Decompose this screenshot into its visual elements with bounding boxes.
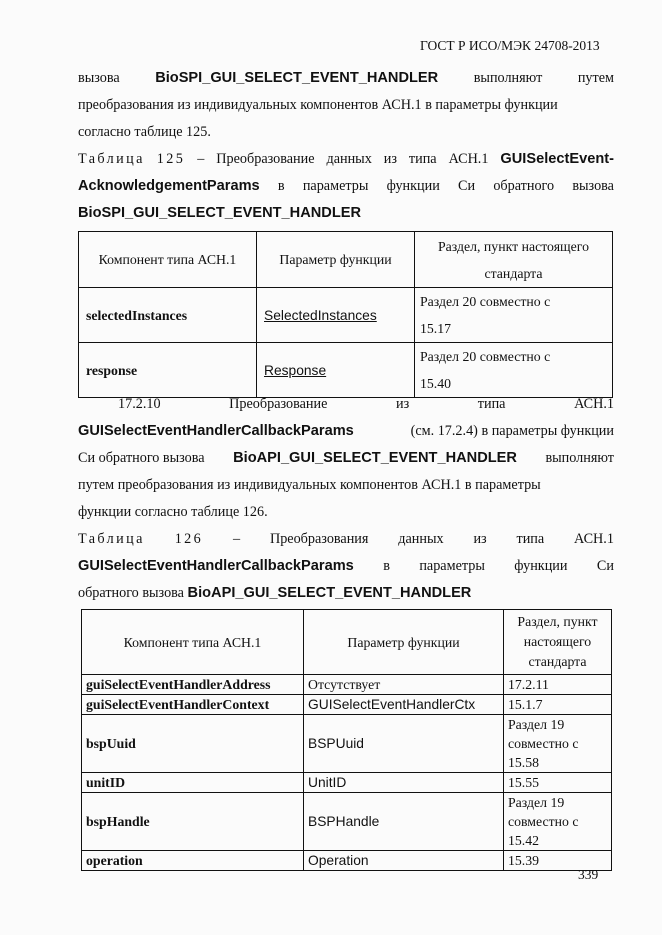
para2-line4: путем преобразования из индивидуальных компонентов АСН.1 в параметры [78, 477, 541, 493]
section-cell [504, 793, 612, 851]
para2-line3 [78, 445, 614, 472]
word: выполняют [545, 450, 614, 466]
table-125 [78, 231, 613, 398]
component-cell: operation [82, 851, 304, 871]
word: данных [326, 151, 372, 167]
component-cell: unitID [82, 773, 304, 793]
type-name: GUISelectEventHandlerCallbackParams [78, 558, 354, 574]
table-row [82, 675, 612, 695]
word: 125 [156, 151, 186, 167]
header-text: Раздел, пункт [517, 614, 598, 629]
word: типа [516, 531, 545, 547]
word: данных [398, 531, 444, 547]
table125-caption-line1 [78, 146, 614, 173]
word: из [396, 396, 410, 412]
word: выполняют [473, 70, 543, 86]
function-name: BioSPI_GUI_SELECT_EVENT_HANDLER [155, 70, 439, 86]
section-cell [504, 715, 612, 773]
word: параметры [419, 558, 485, 574]
param-cell: UnitID [304, 773, 504, 793]
word: из [473, 531, 487, 547]
table-row [82, 695, 612, 715]
word: Си [596, 558, 614, 574]
param-cell: BSPUuid [304, 715, 504, 773]
table126-caption-line2 [78, 553, 614, 580]
word: функции [386, 178, 440, 194]
word: Преобразование [216, 151, 315, 167]
page-number: 339 [578, 867, 599, 882]
table-row [79, 288, 613, 343]
word: вызова [572, 178, 614, 194]
header-text: стандарта [528, 654, 587, 669]
word: – [197, 151, 205, 167]
section-text: Раздел 20 совместно с [420, 349, 551, 364]
word: путем [577, 70, 614, 86]
word: АСН.1 [448, 151, 489, 167]
function-name: BioAPI_GUI_SELECT_EVENT_HANDLER [233, 450, 517, 466]
text: Си обратного вызова [78, 450, 205, 466]
type-name: GUISelectEventHandlerCallbackParams [78, 423, 354, 439]
section-cell: 15.1.7 [504, 695, 612, 715]
table-row [82, 715, 612, 773]
header-cell: Параметр функции [304, 610, 504, 675]
word: – [233, 531, 241, 547]
table125-caption-line3 [78, 200, 614, 227]
param-cell: GUISelectEventHandlerCtx [304, 695, 504, 715]
table126-caption-line1 [78, 526, 614, 553]
function-name: BioSPI_GUI_SELECT_EVENT_HANDLER [78, 205, 362, 221]
table-header-row [79, 232, 613, 288]
section-text: 15.40 [420, 376, 452, 391]
word: из [383, 151, 397, 167]
word: в [383, 558, 390, 574]
type-name: GUISelectEvent- [500, 151, 614, 167]
component-cell: bspUuid [82, 715, 304, 773]
word: вызова [78, 70, 120, 86]
param-cell: Response [257, 343, 415, 398]
section-cell [415, 288, 613, 343]
function-name: BioAPI_GUI_SELECT_EVENT_HANDLER [187, 585, 472, 601]
header-cell: Параметр функции [257, 232, 415, 288]
text: (см. 17.2.4) в параметры функции [410, 423, 614, 439]
table-row [82, 793, 612, 851]
header-cell: Компонент типа АСН.1 [79, 232, 257, 288]
component-cell: response [79, 343, 257, 398]
table-row [79, 343, 613, 398]
word: Преобразования [269, 531, 369, 547]
word: функции [514, 558, 568, 574]
word: 17.2.10 [118, 396, 161, 412]
component-cell: selectedInstances [79, 288, 257, 343]
section-text: совместно с [508, 736, 579, 751]
para2-line5: функции согласно таблице 126. [78, 504, 268, 520]
section-text: Раздел 19 [508, 795, 565, 810]
table125-caption-line2 [78, 173, 614, 200]
para1-line1 [78, 65, 614, 92]
section-text: Раздел 19 [508, 717, 565, 732]
header-cell: Раздел, пункт настоящего стандарта [415, 232, 613, 288]
type-name: AcknowledgementParams [78, 178, 260, 194]
section-cell: 15.39 [504, 851, 612, 871]
word: АСН.1 [574, 396, 614, 412]
component-cell: bspHandle [82, 793, 304, 851]
section-cell [415, 343, 613, 398]
para2-line2 [78, 418, 614, 445]
header-cell [504, 610, 612, 675]
section-text: 15.58 [508, 755, 540, 770]
table126-caption-line3 [78, 580, 614, 607]
word: Си [458, 178, 476, 194]
word: типа [408, 151, 437, 167]
table-header-row [82, 610, 612, 675]
param-cell: Отсутствует [304, 675, 504, 695]
table-row [82, 773, 612, 793]
section-text: совместно с [508, 814, 579, 829]
section-text: Раздел 20 совместно с [420, 294, 551, 309]
table-row [82, 851, 612, 871]
param-cell: BSPHandle [304, 793, 504, 851]
component-cell: guiSelectEventHandlerContext [82, 695, 304, 715]
word: типа [477, 396, 506, 412]
text: обратного вызова [78, 585, 184, 601]
section-cell: 17.2.11 [504, 675, 612, 695]
header-text: настоящего [523, 634, 592, 649]
param-cell: Operation [304, 851, 504, 871]
header-cell: Компонент типа АСН.1 [82, 610, 304, 675]
section-text: 15.17 [420, 321, 452, 336]
table-126 [81, 609, 612, 871]
param-cell: SelectedInstances [257, 288, 415, 343]
para1-line3: согласно таблице 125. [78, 124, 211, 140]
word: Преобразование [229, 396, 328, 412]
component-cell: guiSelectEventHandlerAddress [82, 675, 304, 695]
para2-line1 [118, 391, 614, 418]
running-header: ГОСТ Р ИСО/МЭК 24708-2013 [420, 38, 600, 53]
word: Таблица [78, 151, 145, 167]
section-text: 15.42 [508, 833, 540, 848]
word: Таблица [78, 531, 145, 547]
word: параметры [302, 178, 369, 194]
word: АСН.1 [574, 531, 614, 547]
para1-line2: преобразования из индивидуальных компонентов АСН.1 в параметры функции [78, 97, 558, 113]
section-cell: 15.55 [504, 773, 612, 793]
word: в [277, 178, 285, 194]
word: обратного [493, 178, 555, 194]
word: 126 [174, 531, 204, 547]
